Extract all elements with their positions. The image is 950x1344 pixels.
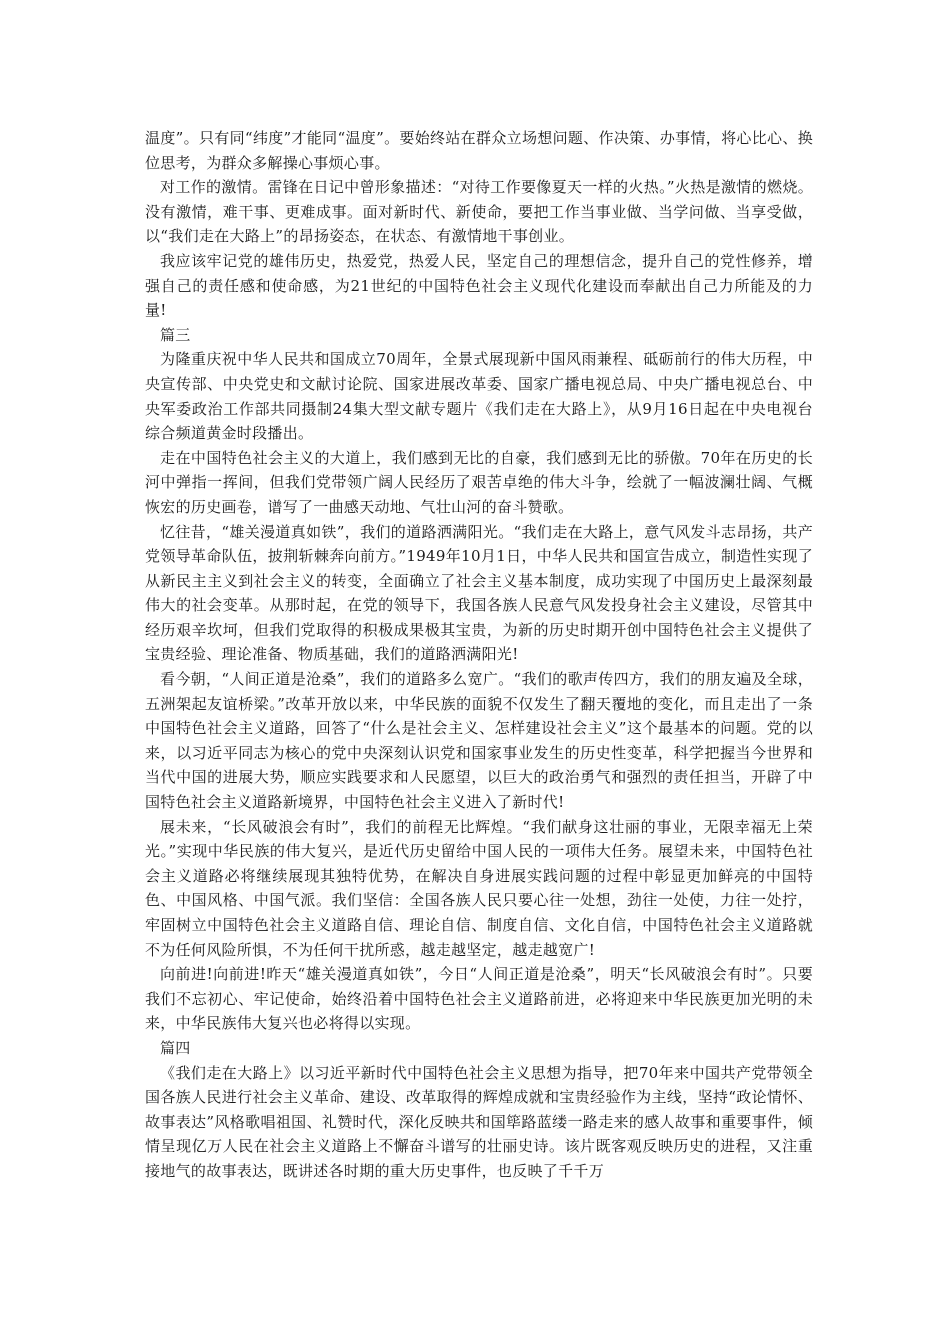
section-heading: 篇四 [160,1038,191,1057]
paragraph: 我应该牢记党的雄伟历史，热爱党，热爱人民，坚定自己的理想信念，提升自己的党性修养，增强自己的责任感和使命感，为21世纪的中国特色社会主义现代化建设而奉献出自己力所能及的力量! [145,251,813,320]
paragraph: 《我们走在大路上》以习近平新时代中国特色社会主义思想为指导，把70年来中国共产党带领全国各族人民进行社会主义革命、建设、改革取得的辉煌成就和宝贵经验作为主线，坚持“政论情怀、故事表达”风格歌唱祖国、礼赞时代，深化反映共和国筚路蓝缕一路走来的感人故事和重要事件，倾情呈现亿万人民在社会主义道路上不懈奋斗谱写的壮丽史诗。该片既客观反映历史的进程，又注重接地气的故事表达，既讲述各时期的重大历史事件，也反映了千千万 [145,1063,813,1180]
section-heading: 篇三 [160,325,191,344]
paragraph: 对工作的激情。雷锋在日记中曾形象描述：“对待工作要像夏天一样的火热。”火热是激情的燃烧。没有激情，难干事、更难成事。面对新时代、新使命，要把工作当事业做、当学问做、当享受做，以“我们走在大路上”的昂扬姿态，在状态、有激情地干事创业。 [145,178,813,246]
paragraph: 走在中国特色社会主义的大道上，我们感到无比的自豪，我们感到无比的骄傲。70年在历史的长河中弹指一挥间，但我们党带领广阔人民经历了艰苦卓绝的伟大斗争，绘就了一幅波澜壮阔、气概恢宏的历史画卷，谱写了一曲感天动地、气壮山河的奋斗赞歌。 [145,448,813,516]
paragraph: 温度”。只有同“纬度”才能同“温度”。要始终站在群众立场想问题、作决策、办事情，将心比心、换位思考，为群众多解操心事烦心事。 [145,129,813,172]
paragraph: 看今朝，“人间正道是沧桑”，我们的道路多么宽广。“我们的歌声传四方，我们的朋友遍及全球，五洲架起友谊桥梁。”改革开放以来，中华民族的面貌不仅发生了翻天覆地的变化，而且走出了一条中国特色社会主义道路，回答了“什么是社会主义、怎样建设社会主义”这个最基本的问题。党的以来，以习近平同志为核心的党中央深刻认识党和国家事业发生的历史性变革，科学把握当今世界和当代中国的进展大势，顺应实践要求和人民愿望，以巨大的政治勇气和强烈的责任担当，开辟了中国特色社会主义道路新境界，中国特色社会主义进入了新时代! [145,670,813,812]
paragraph: 忆往昔，“雄关漫道真如铁”，我们的道路洒满阳光。“我们走在大路上，意气风发斗志昂扬，共产党领导革命队伍，披荆斩棘奔向前方。”1949年10月1日，中华人民共和国宣告成立，制造性实现了从新民主主义到社会主义的转变，全面确立了社会主义基本制度，成功实现了中国历史上最深刻最伟大的社会变革。从那时起，在党的领导下，我国各族人民意气风发投身社会主义建设，尽管其中经历艰辛坎坷，但我们党取得的积极成果极其宝贵，为新的历史时期开创中国特色社会主义提供了宝贵经验、理论准备、物质基础，我们的道路洒满阳光! [145,522,813,664]
paragraph: 为隆重庆祝中华人民共和国成立70周年，全景式展现新中国风雨兼程、砥砺前行的伟大历程，中央宣传部、中央党史和文献讨论院、国家进展改革委、国家广播电视总局、中央广播电视总台、中央军委政治工作部共同摄制24集大型文献专题片《我们走在大路上》，从9月16日起在中央电视台综合频道黄金时段播出。 [145,350,813,443]
paragraph: 向前进!向前进!昨天“雄关漫道真如铁”，今日“人间正道是沧桑”，明天“长风破浪会有时”。只要我们不忘初心、牢记使命，始终沿着中国特色社会主义道路前进，必将迎来中华民族更加光明的未来，中华民族伟大复兴也必将得以实现。 [145,965,813,1033]
paragraph: 展未来，“长风破浪会有时”，我们的前程无比辉煌。“我们献身这壮丽的事业，无限幸福无上荣光。”实现中华民族的伟大复兴，是近代历史留给中国人民的一项伟大任务。展望未来，中国特色社会主义道路必将继续展现其独特优势，在解决自身进展实践问题的过程中彰显更加鲜亮的中国特色、中国风格、中国气派。我们坚信：全国各族人民只要心往一处想，劲往一处使，力往一处拧，牢固树立中国特色社会主义道路自信、理论自信、制度自信、文化自信，中国特色社会主义道路就不为任何风险所惧，不为任何干扰所惑，越走越坚定，越走越宽广! [145,817,813,959]
document-body [145,126,813,1184]
